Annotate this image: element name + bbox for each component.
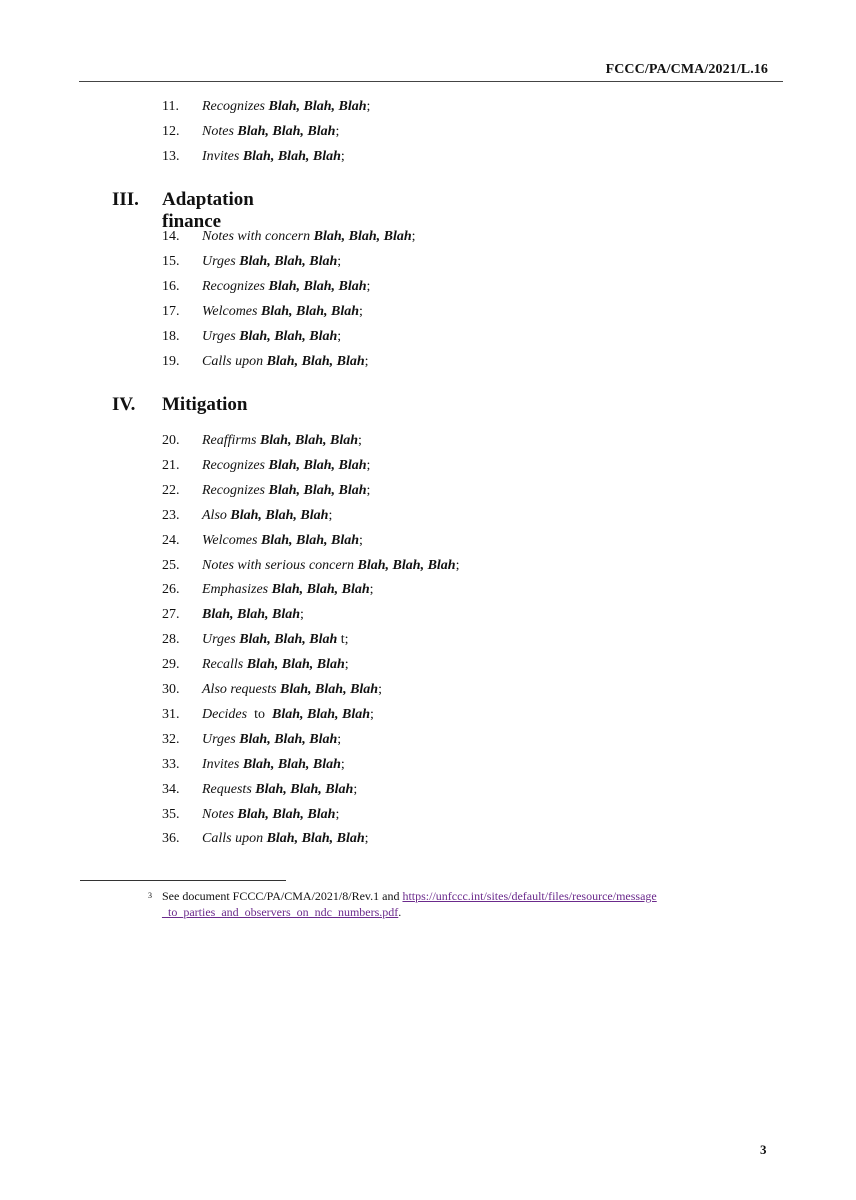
paragraph-number: 32. [162, 732, 180, 747]
paragraph-punctuation: ; [358, 433, 362, 448]
operative-verb: Notes [202, 124, 234, 139]
paragraph-object: Blah, Blah, Blah [242, 149, 341, 164]
footnote-text: See document FCCC/PA/CMA/2021/8/Rev.1 and [162, 889, 403, 903]
paragraph-text [202, 680, 382, 700]
paragraph-text [202, 352, 369, 372]
operative-verb: Welcomes [202, 304, 258, 319]
paragraph-number: 31. [162, 707, 180, 722]
operative-verb: Recognizes [202, 99, 265, 114]
paragraph-object: Blah, Blah, Blah [239, 329, 338, 344]
operative-verb: Reaffirms [202, 433, 257, 448]
paragraph-object: Blah, Blah, Blah [239, 732, 338, 747]
operative-verb: Urges [202, 254, 236, 269]
paragraph-punctuation: ; [370, 707, 374, 722]
operative-verb: Urges [202, 732, 236, 747]
paragraph-number: 24. [162, 533, 180, 548]
paragraph-text [202, 252, 341, 272]
paragraph-punctuation: ; [364, 831, 369, 846]
paragraph-object: Blah, Blah, Blah [239, 254, 338, 269]
operative-verb: Urges [202, 632, 236, 647]
paragraph-number: 26. [162, 582, 180, 597]
operative-verb: Emphasizes [202, 582, 269, 597]
paragraph-number: 29. [162, 657, 180, 672]
footnote [148, 888, 708, 919]
document-symbol: FCCC/PA/CMA/2021/L.16 [605, 62, 768, 77]
paragraph-text [202, 755, 345, 775]
paragraph-number: 20. [162, 433, 180, 448]
paragraph-punctuation: ; [455, 558, 460, 573]
paragraph-number: 16. [162, 279, 180, 294]
paragraph-punctuation: ; [353, 782, 358, 797]
paragraph-number: 21. [162, 458, 180, 473]
paragraph-number: 33. [162, 757, 180, 772]
paragraph-text [202, 506, 332, 526]
paragraph-object: Blah, Blah, Blah [237, 807, 336, 822]
paragraph-object: Blah, Blah, Blah [268, 458, 367, 473]
paragraph-object: Blah, Blah, Blah [237, 124, 336, 139]
paragraph-text [202, 302, 363, 322]
paragraph-number: 25. [162, 558, 180, 573]
paragraph-text [202, 730, 341, 750]
paragraph-object: Blah, Blah, Blah [259, 433, 358, 448]
paragraph-object: Blah, Blah, Blah [268, 99, 367, 114]
paragraph-number: 36. [162, 831, 180, 846]
paragraph-punctuation: ; [359, 533, 363, 548]
operative-verb: Calls upon [202, 354, 264, 369]
paragraph-number: 34. [162, 782, 180, 797]
operative-verb: Recognizes [202, 279, 265, 294]
paragraph-object: Blah, Blah, Blah [202, 607, 301, 622]
operative-verb: Decides [202, 707, 248, 722]
paragraph-number: 23. [162, 508, 180, 523]
paragraph-object: Blah, Blah, Blah [230, 508, 329, 523]
section-number: IV. [112, 394, 136, 415]
paragraph-number: 18. [162, 329, 180, 344]
operative-verb: Recognizes [202, 458, 265, 473]
operative-verb: Notes with serious concern [202, 558, 355, 573]
paragraph-object: Blah, Blah, Blah [268, 279, 367, 294]
paragraph-object: Blah, Blah, Blah [313, 229, 412, 244]
section-number: III. [112, 189, 139, 210]
paragraph-object: Blah, Blah, Blah [280, 682, 379, 697]
paragraph-text [202, 805, 339, 825]
operative-verb: Recognizes [202, 483, 265, 498]
paragraph-object: Blah, Blah, Blah [271, 582, 370, 597]
paragraph-object: Blah, Blah, Blah [239, 632, 338, 647]
operative-verb: Welcomes [202, 533, 258, 548]
operative-verb: Calls upon [202, 831, 264, 846]
section-title: Adaptation finance [162, 189, 254, 232]
paragraph-punctuation: ; [337, 329, 342, 344]
paragraph-text [202, 97, 370, 117]
footnote-link-line2: _to_parties_and_observers_on_ndc_numbers.pdf [162, 905, 399, 919]
paragraph-punctuation: ; [359, 304, 363, 319]
paragraph-text [202, 147, 345, 167]
paragraph-object: Blah, Blah, Blah [268, 483, 367, 498]
paragraph-punctuation: ; [369, 582, 374, 597]
paragraph-text [202, 705, 374, 725]
paragraph-number: 15. [162, 254, 180, 269]
operative-verb: Also [202, 508, 227, 523]
paragraph-object: Blah, Blah, Blah [266, 831, 365, 846]
paragraph-text [202, 531, 363, 551]
paragraph-number: 22. [162, 483, 180, 498]
paragraph-punctuation: ; [337, 254, 342, 269]
paragraph-punctuation: ; [340, 757, 345, 772]
paragraph-text [202, 431, 362, 451]
paragraph-punctuation: ; [337, 732, 342, 747]
paragraph-text [202, 556, 459, 576]
operative-verb: Invites [202, 149, 240, 164]
paragraph-punctuation: ; [340, 149, 345, 164]
paragraph-punctuation: ; [328, 508, 333, 523]
paragraph-text [202, 655, 349, 675]
paragraph-text [202, 605, 304, 625]
footnote-link-line1: https://unfccc.int/sites/default/files/resource/message [402, 889, 657, 903]
footnote-mark: 3 [148, 891, 152, 900]
paragraph-punctuation: ; [335, 807, 340, 822]
footnote-rule [80, 880, 286, 881]
paragraph-punctuation: ; [411, 229, 416, 244]
paragraph-number: 30. [162, 682, 180, 697]
paragraph-text [202, 780, 357, 800]
paragraph-object: Blah, Blah, Blah [271, 707, 371, 722]
paragraph-text [202, 630, 349, 650]
operative-verb: Invites [202, 757, 240, 772]
paragraph-punctuation: ; [366, 458, 371, 473]
paragraph-object: Blah, Blah, Blah [260, 304, 360, 319]
paragraph-object: Blah, Blah, Blah [255, 782, 354, 797]
operative-verb: Requests [202, 782, 252, 797]
paragraph-text [202, 481, 370, 501]
operative-verb: Also requests [202, 682, 277, 697]
footnote-body [162, 888, 702, 920]
paragraph-text [202, 327, 341, 347]
page-number: 3 [760, 1142, 767, 1157]
paragraph-text [202, 122, 339, 142]
paragraph-object: Blah, Blah, Blah [246, 657, 345, 672]
paragraph-number: 12. [162, 124, 180, 139]
operative-verb: Urges [202, 329, 236, 344]
paragraph-number: 35. [162, 807, 180, 822]
paragraph-text [202, 227, 416, 247]
paragraph-punctuation: ; [344, 657, 349, 672]
paragraph-object: Blah, Blah, Blah [260, 533, 360, 548]
section-title: Mitigation [162, 394, 248, 415]
paragraph-punctuation: ; [364, 354, 369, 369]
paragraph-text [202, 456, 370, 476]
operative-verb: Recalls [202, 657, 244, 672]
paragraph-number: 28. [162, 632, 180, 647]
connector-text: to [247, 707, 272, 722]
paragraph-object: Blah, Blah, Blah [266, 354, 365, 369]
paragraph-number: 19. [162, 354, 180, 369]
paragraph-punctuation: ; [335, 124, 340, 139]
header-rule [79, 81, 783, 82]
paragraph-number: 17. [162, 304, 180, 319]
footnote-end: . [398, 905, 402, 919]
operative-verb: Notes [202, 807, 234, 822]
paragraph-punctuation: ; [378, 682, 382, 697]
paragraph-text [202, 580, 374, 600]
paragraph-punctuation: ; [300, 607, 304, 622]
paragraph-punctuation: t; [337, 632, 349, 647]
paragraph-punctuation: ; [366, 279, 371, 294]
paragraph-object: Blah, Blah, Blah [357, 558, 456, 573]
paragraph-punctuation: ; [366, 483, 371, 498]
paragraph-number: 11. [162, 99, 179, 114]
paragraph-number: 13. [162, 149, 180, 164]
paragraph-punctuation: ; [366, 99, 371, 114]
paragraph-object: Blah, Blah, Blah [242, 757, 341, 772]
paragraph-text [202, 277, 370, 297]
paragraph-number: 27. [162, 607, 180, 622]
paragraph-text [202, 829, 369, 849]
paragraph-number: 14. [162, 229, 180, 244]
operative-verb: Notes with concern [202, 229, 311, 244]
